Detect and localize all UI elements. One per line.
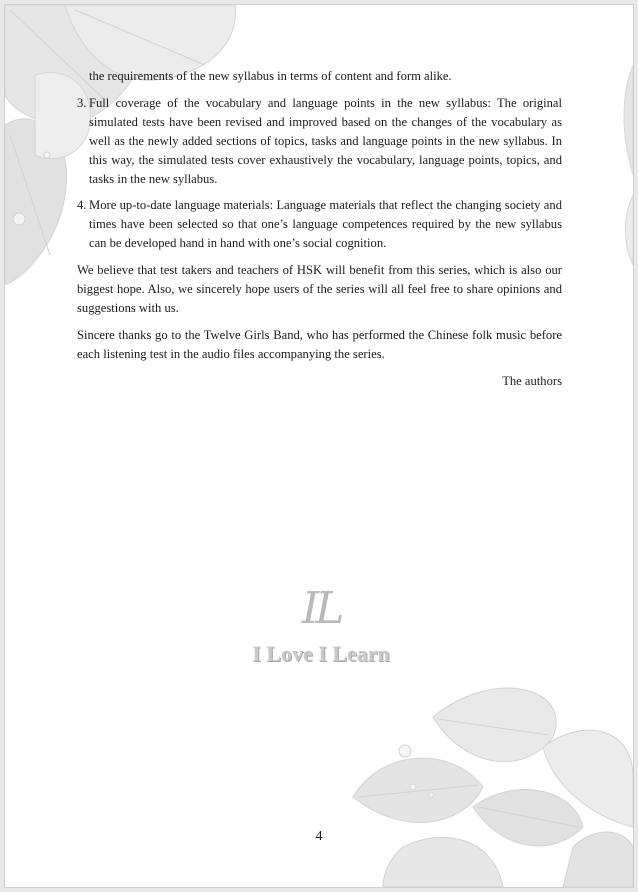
body-text: [77, 67, 562, 391]
page-number: 4: [315, 829, 323, 844]
paragraph: Sincere thanks go to the Twelve Girls Band, who has performed the Chinese folk music before each listening test in the audio files accompanying the series.: [77, 327, 562, 361]
watermark-text: I Love I Learn: [252, 641, 390, 666]
watermark-monogram: IL: [301, 583, 341, 634]
document-page: [4, 4, 634, 888]
leaf-decoration-right: [617, 65, 633, 265]
watermark-logo: [231, 583, 411, 673]
list-item: [77, 196, 562, 253]
leaf-decoration-bottom-right: [343, 677, 633, 887]
paragraph: We believe that test takers and teachers of HSK will benefit from this series, which is also our biggest hope. Also, we sincerely hope users of the series will all feel free to share opinions and suggestions with us.: [77, 263, 562, 315]
list-item: [77, 94, 562, 189]
list-item-text: More up-to-date language materials: Language materials that reflect the changing society and times have been selected so that one’s language competences required by the new syllabus can be developed hand in hand with one’s social cognition.: [89, 198, 562, 251]
list-item-text: Full coverage of the vocabulary and language points in the new syllabus: The original simulated tests have been revised and improved based on the changes of the vocabulary as well as the newly added sections of topics, tasks and language points in the new syllabus. In this way, the simulated tests cover exhaustively the vocabulary, language points, topics, and tasks in the new syllabus.: [89, 95, 562, 186]
list-item-number: 3.: [77, 95, 87, 110]
continuation-text: the requirements of the new syllabus in terms of content and form alike.: [89, 69, 452, 83]
list-item-number: 4.: [77, 198, 87, 213]
signature: The authors: [502, 373, 562, 388]
